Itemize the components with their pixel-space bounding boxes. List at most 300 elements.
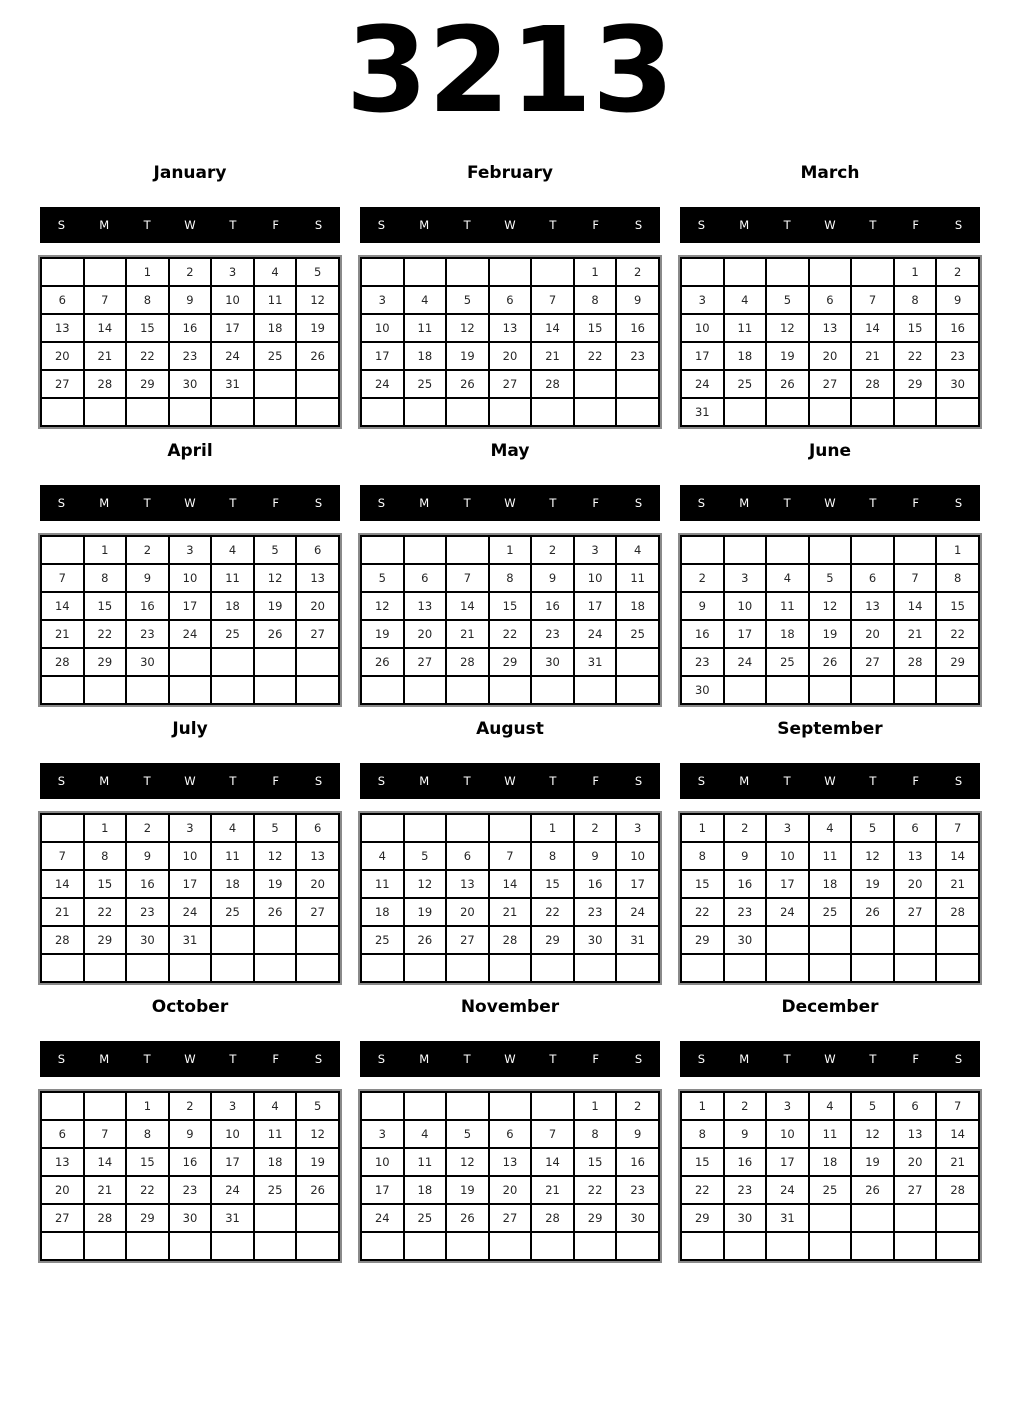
day-cell-empty [41, 398, 84, 426]
day-cell: 26 [446, 370, 489, 398]
day-cell: 6 [296, 536, 339, 564]
day-cell: 14 [489, 870, 532, 898]
day-cell-empty [361, 258, 404, 286]
day-cell: 15 [894, 314, 937, 342]
day-cell: 13 [894, 1120, 937, 1148]
day-cell-empty [489, 1232, 532, 1260]
day-cell: 30 [169, 370, 212, 398]
day-cell-empty [851, 1204, 894, 1232]
day-cell: 2 [126, 536, 169, 564]
day-cell: 4 [361, 842, 404, 870]
day-of-week-label: M [419, 774, 430, 788]
day-of-week-label: S [314, 218, 323, 232]
month-november [360, 996, 660, 1261]
day-cell: 23 [724, 1176, 767, 1204]
day-cell: 26 [766, 370, 809, 398]
day-cell: 21 [936, 1148, 979, 1176]
day-cell: 15 [574, 1148, 617, 1176]
week-row [41, 258, 339, 286]
day-of-week-label: M [419, 218, 430, 232]
day-cell-empty [766, 954, 809, 982]
day-cell: 25 [254, 342, 297, 370]
day-cell: 30 [169, 1204, 212, 1232]
week-row [681, 1120, 979, 1148]
day-cell: 31 [766, 1204, 809, 1232]
day-cell-empty [404, 258, 447, 286]
day-cell: 21 [84, 342, 127, 370]
day-cell: 16 [169, 314, 212, 342]
day-cell: 3 [361, 1120, 404, 1148]
day-cell: 26 [296, 1176, 339, 1204]
month-february [360, 162, 660, 427]
day-cell: 9 [169, 286, 212, 314]
day-cell: 2 [574, 814, 617, 842]
day-cell: 21 [41, 898, 84, 926]
weekday-header-bar [40, 485, 340, 521]
day-cell-empty [936, 1204, 979, 1232]
day-cell-empty [851, 258, 894, 286]
day-cell: 31 [211, 370, 254, 398]
day-cell: 3 [574, 536, 617, 564]
day-cell: 17 [766, 1148, 809, 1176]
day-cell: 5 [254, 814, 297, 842]
day-cell: 10 [616, 842, 659, 870]
day-cell-empty [851, 954, 894, 982]
day-cell: 23 [574, 898, 617, 926]
day-cell: 18 [404, 1176, 447, 1204]
week-row [361, 370, 659, 398]
day-cell: 5 [404, 842, 447, 870]
day-cell: 23 [616, 1176, 659, 1204]
day-cell-empty [446, 1092, 489, 1120]
day-cell: 29 [84, 648, 127, 676]
day-cell: 2 [936, 258, 979, 286]
day-cell: 23 [616, 342, 659, 370]
day-cell: 31 [169, 926, 212, 954]
day-of-week-label: S [377, 1052, 386, 1066]
day-cell: 18 [809, 1148, 852, 1176]
day-cell: 17 [766, 870, 809, 898]
week-row [681, 1176, 979, 1204]
day-cell: 13 [894, 842, 937, 870]
weekday-header-bar [360, 207, 660, 243]
day-cell-empty [446, 954, 489, 982]
day-cell: 7 [894, 564, 937, 592]
day-cell: 26 [296, 342, 339, 370]
day-cell-empty [489, 258, 532, 286]
week-row [361, 1092, 659, 1120]
day-cell: 9 [681, 592, 724, 620]
day-of-week-label: S [57, 774, 66, 788]
day-cell: 29 [894, 370, 937, 398]
week-row [41, 314, 339, 342]
day-cell: 3 [211, 1092, 254, 1120]
month-title: November [460, 997, 560, 1017]
day-cell-empty [41, 954, 84, 982]
month-title: February [466, 163, 554, 183]
day-cell-empty [616, 648, 659, 676]
day-of-week-label: F [912, 218, 920, 232]
week-row [41, 842, 339, 870]
day-cell-empty [531, 954, 574, 982]
week-row [41, 620, 339, 648]
day-cell: 5 [446, 286, 489, 314]
day-cell: 9 [616, 286, 659, 314]
day-cell-empty [169, 1232, 212, 1260]
day-cell: 2 [724, 814, 767, 842]
month-grid [680, 813, 980, 983]
day-cell: 2 [724, 1092, 767, 1120]
day-cell: 14 [41, 592, 84, 620]
week-row [361, 1176, 659, 1204]
day-cell: 29 [574, 1204, 617, 1232]
day-cell: 6 [851, 564, 894, 592]
day-cell: 27 [489, 370, 532, 398]
day-of-week-label: M [739, 218, 750, 232]
day-cell: 19 [296, 1148, 339, 1176]
day-cell: 13 [809, 314, 852, 342]
day-cell: 14 [531, 314, 574, 342]
day-cell: 5 [851, 1092, 894, 1120]
day-of-week-label: W [504, 496, 516, 510]
month-october [40, 996, 340, 1261]
day-cell: 29 [681, 1204, 724, 1232]
day-cell: 7 [531, 1120, 574, 1148]
day-of-week-label: S [377, 218, 386, 232]
day-of-week-label: T [549, 218, 557, 232]
day-cell: 17 [681, 342, 724, 370]
day-cell: 19 [766, 342, 809, 370]
day-of-week-label: T [143, 774, 151, 788]
day-of-week-label: S [697, 774, 706, 788]
day-cell: 4 [404, 1120, 447, 1148]
week-row [361, 1204, 659, 1232]
day-of-week-label: W [824, 774, 836, 788]
day-of-week-label: M [99, 774, 110, 788]
day-of-week-label: F [592, 496, 600, 510]
day-cell: 30 [724, 926, 767, 954]
week-row [681, 1204, 979, 1232]
day-cell: 26 [361, 648, 404, 676]
day-cell: 11 [211, 842, 254, 870]
month-title: July [172, 719, 208, 739]
weekday-header-bar [360, 485, 660, 521]
day-of-week-label: T [869, 1052, 877, 1066]
day-cell-empty [894, 676, 937, 704]
day-cell: 23 [169, 1176, 212, 1204]
day-cell: 14 [531, 1148, 574, 1176]
day-cell: 12 [446, 1148, 489, 1176]
day-cell: 30 [531, 648, 574, 676]
week-row [361, 926, 659, 954]
day-cell: 17 [211, 314, 254, 342]
month-april [40, 440, 340, 705]
day-cell-empty [936, 954, 979, 982]
day-cell: 6 [41, 1120, 84, 1148]
week-row [681, 814, 979, 842]
day-cell: 29 [126, 370, 169, 398]
month-title: March [800, 163, 860, 183]
day-cell-empty [531, 1092, 574, 1120]
day-cell: 20 [41, 342, 84, 370]
day-cell: 20 [894, 1148, 937, 1176]
day-cell: 10 [361, 314, 404, 342]
day-of-week-label: T [463, 1052, 471, 1066]
day-cell-empty [254, 648, 297, 676]
day-cell: 12 [851, 1120, 894, 1148]
day-of-week-label: W [504, 774, 516, 788]
day-cell: 3 [169, 536, 212, 564]
day-cell-empty [296, 954, 339, 982]
day-cell: 2 [616, 258, 659, 286]
day-cell: 4 [254, 1092, 297, 1120]
day-cell: 15 [681, 870, 724, 898]
day-cell: 20 [41, 1176, 84, 1204]
day-of-week-label: M [99, 496, 110, 510]
week-row [681, 258, 979, 286]
week-row [41, 676, 339, 704]
day-cell: 14 [851, 314, 894, 342]
day-cell: 10 [169, 564, 212, 592]
week-row [41, 398, 339, 426]
day-cell: 6 [296, 814, 339, 842]
day-cell: 3 [169, 814, 212, 842]
day-cell: 23 [126, 898, 169, 926]
day-cell-empty [361, 536, 404, 564]
day-cell: 9 [616, 1120, 659, 1148]
day-cell-empty [84, 258, 127, 286]
day-cell: 27 [894, 898, 937, 926]
week-row [41, 926, 339, 954]
day-cell: 13 [404, 592, 447, 620]
weekday-header-bar [40, 763, 340, 799]
day-cell: 6 [894, 1092, 937, 1120]
day-of-week-label: W [504, 218, 516, 232]
month-grid [360, 1091, 660, 1261]
day-cell-empty [84, 1232, 127, 1260]
day-cell: 13 [489, 1148, 532, 1176]
day-of-week-label: S [314, 1052, 323, 1066]
day-cell: 29 [489, 648, 532, 676]
week-row [361, 870, 659, 898]
day-cell: 31 [211, 1204, 254, 1232]
day-cell: 16 [169, 1148, 212, 1176]
day-cell: 2 [531, 536, 574, 564]
day-cell: 17 [361, 342, 404, 370]
day-of-week-label: S [697, 496, 706, 510]
day-cell: 8 [574, 1120, 617, 1148]
day-of-week-label: T [229, 218, 237, 232]
day-cell-empty [446, 814, 489, 842]
month-grid [360, 813, 660, 983]
day-cell: 1 [894, 258, 937, 286]
day-cell: 28 [851, 370, 894, 398]
day-cell: 25 [809, 1176, 852, 1204]
day-cell-empty [361, 954, 404, 982]
day-cell: 24 [766, 898, 809, 926]
day-cell-empty [809, 926, 852, 954]
day-cell: 26 [809, 648, 852, 676]
day-cell-empty [809, 676, 852, 704]
day-cell: 17 [616, 870, 659, 898]
day-cell: 18 [724, 342, 767, 370]
day-of-week-label: M [739, 1052, 750, 1066]
month-title: April [167, 441, 213, 461]
week-row [681, 536, 979, 564]
week-row [681, 926, 979, 954]
day-cell-empty [766, 1232, 809, 1260]
day-cell: 25 [616, 620, 659, 648]
day-cell: 13 [296, 842, 339, 870]
weekday-header-bar [40, 1041, 340, 1077]
month-grid [40, 535, 340, 705]
day-of-week-label: T [143, 1052, 151, 1066]
day-cell-empty [126, 1232, 169, 1260]
day-cell: 1 [84, 536, 127, 564]
day-cell: 11 [254, 286, 297, 314]
day-cell-empty [894, 1204, 937, 1232]
day-cell: 5 [296, 258, 339, 286]
week-row [361, 342, 659, 370]
week-row [41, 954, 339, 982]
day-of-week-label: S [634, 1052, 643, 1066]
day-of-week-label: M [419, 496, 430, 510]
day-cell: 12 [361, 592, 404, 620]
day-cell: 15 [681, 1148, 724, 1176]
day-cell-empty [766, 926, 809, 954]
week-row [361, 564, 659, 592]
day-cell: 25 [809, 898, 852, 926]
day-cell: 26 [851, 1176, 894, 1204]
day-cell: 19 [254, 870, 297, 898]
day-cell: 26 [446, 1204, 489, 1232]
day-cell: 13 [851, 592, 894, 620]
day-cell-empty [296, 1204, 339, 1232]
day-cell: 22 [574, 342, 617, 370]
week-row [361, 648, 659, 676]
day-cell-empty [446, 676, 489, 704]
day-cell-empty [531, 398, 574, 426]
day-cell: 24 [616, 898, 659, 926]
day-cell: 17 [169, 592, 212, 620]
day-cell: 15 [936, 592, 979, 620]
day-cell: 19 [254, 592, 297, 620]
day-cell: 24 [766, 1176, 809, 1204]
day-cell: 20 [296, 870, 339, 898]
month-july [40, 718, 340, 983]
day-cell: 21 [41, 620, 84, 648]
day-cell: 11 [616, 564, 659, 592]
day-cell: 11 [809, 1120, 852, 1148]
day-cell: 21 [489, 898, 532, 926]
day-cell-empty [361, 398, 404, 426]
day-cell: 10 [724, 592, 767, 620]
day-cell-empty [936, 398, 979, 426]
day-cell: 8 [574, 286, 617, 314]
weekday-header-bar [680, 207, 980, 243]
month-grid [40, 813, 340, 983]
day-cell-empty [766, 676, 809, 704]
day-cell-empty [681, 536, 724, 564]
day-cell: 18 [766, 620, 809, 648]
day-cell-empty [851, 676, 894, 704]
day-cell: 25 [404, 370, 447, 398]
day-cell: 10 [211, 1120, 254, 1148]
day-cell: 30 [681, 676, 724, 704]
day-of-week-label: T [143, 218, 151, 232]
day-cell: 6 [809, 286, 852, 314]
day-cell: 20 [489, 342, 532, 370]
day-cell: 18 [616, 592, 659, 620]
week-row [41, 564, 339, 592]
week-row [361, 676, 659, 704]
day-of-week-label: S [314, 496, 323, 510]
week-row [41, 286, 339, 314]
day-cell-empty [574, 676, 617, 704]
day-cell: 9 [574, 842, 617, 870]
day-cell: 20 [296, 592, 339, 620]
day-of-week-label: S [634, 218, 643, 232]
day-cell: 24 [574, 620, 617, 648]
day-cell: 13 [41, 1148, 84, 1176]
day-cell: 6 [489, 286, 532, 314]
day-cell-empty [446, 398, 489, 426]
year-title: 3213 [345, 1, 675, 139]
day-cell: 11 [404, 314, 447, 342]
day-of-week-label: F [592, 774, 600, 788]
day-cell: 3 [766, 814, 809, 842]
day-cell: 12 [296, 1120, 339, 1148]
day-cell-empty [936, 926, 979, 954]
day-cell: 27 [894, 1176, 937, 1204]
day-cell-empty [254, 926, 297, 954]
day-cell: 26 [404, 926, 447, 954]
day-cell: 22 [894, 342, 937, 370]
day-cell-empty [404, 676, 447, 704]
week-row [361, 1232, 659, 1260]
week-row [361, 814, 659, 842]
week-row [361, 898, 659, 926]
day-cell-empty [254, 398, 297, 426]
week-row [41, 536, 339, 564]
day-cell: 27 [41, 1204, 84, 1232]
week-row [41, 1232, 339, 1260]
day-cell-empty [766, 536, 809, 564]
month-grid [680, 257, 980, 427]
day-cell: 22 [489, 620, 532, 648]
day-cell: 24 [211, 342, 254, 370]
day-cell: 16 [616, 1148, 659, 1176]
day-cell: 28 [84, 370, 127, 398]
day-cell-empty [126, 954, 169, 982]
day-cell-empty [404, 1232, 447, 1260]
day-cell: 17 [574, 592, 617, 620]
day-cell: 4 [404, 286, 447, 314]
week-row [41, 898, 339, 926]
day-cell-empty [616, 370, 659, 398]
day-cell: 7 [936, 1092, 979, 1120]
day-cell: 19 [446, 342, 489, 370]
week-row [41, 648, 339, 676]
weekday-header-bar [360, 763, 660, 799]
day-cell: 21 [531, 342, 574, 370]
day-cell-empty [809, 954, 852, 982]
day-cell: 28 [446, 648, 489, 676]
day-cell: 1 [574, 258, 617, 286]
day-cell: 5 [809, 564, 852, 592]
day-of-week-label: T [549, 774, 557, 788]
week-row [681, 1092, 979, 1120]
